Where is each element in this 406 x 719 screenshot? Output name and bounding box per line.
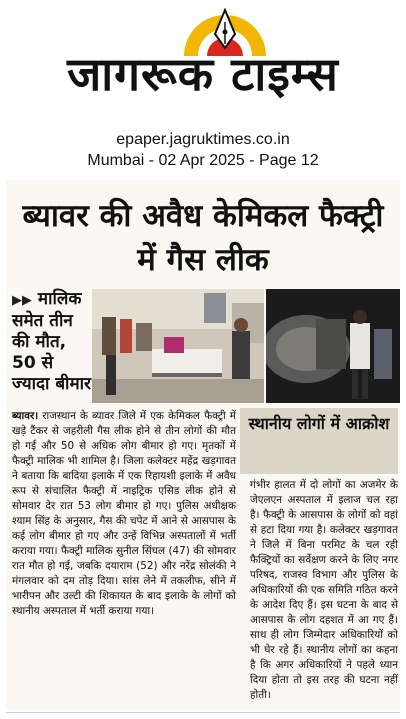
tanker-night-photo (266, 289, 400, 403)
subhead-text: मालिक समेत तीन की मौत, 50 से ज्यादा बीमार (12, 289, 91, 394)
article-headline: ब्यावर की अवैध केमिकल फैक्ट्री में गैस लीक (22, 198, 384, 278)
divider (6, 712, 400, 713)
edition-dateline: Mumbai - 02 Apr 2025 - Page 12 (87, 152, 319, 169)
article-body-left (12, 409, 236, 619)
article-body-left-text: राजस्थान के ब्यावर जिले में एक केमिकल फैक्ट्री में खड़े टैंकर से जहरीली गैस लीक होने से तीन लोगों की मौत हो गई और 50 से अधिक लोग बीमार हो गए। मृतकों में फैक्ट्री मालिक भी शामिल है। जिला कलेक्टर महेंद्र खड़गावत ने बताया कि बादिया इलाके में एक रिहायशी इलाके में अवैध रूप से संचालित फैक्ट्री में नाइट्रिक एसिड लीक होने से सोमवार देर रात 53 लोग बीमार हो गए। पुलिस अधीक्षक श्याम सिंह के अनुसार, गैस की चपेट में आने से आसपास के कई लोग बीमार हो गए और उन्हें विभिन्न अस्पतालों में भर्ती कराया गया। फैक्ट्री मालिक सुनील सिंघल (47) की सोमवार रात मौत हो गई, जबकि दयाराम (52) और नरेंद्र सोलंकी ने मंगलवार को दम तोड़ दिया। सांस लेने में तकलीफ, सीने में भारीपन और उल्टी की शिकायत के बाद इलाके के लोगों को स्थानीय अस्पताल में भर्ती कराया गया। (12, 410, 236, 617)
newspaper-brand: जागरूक टाइम्स (67, 47, 339, 101)
article-dateline: ब्यावर। (12, 410, 39, 422)
double-arrow-icon: ▶▶ (12, 293, 32, 308)
article-subhead (12, 289, 92, 395)
hospital-ward-photo (92, 289, 264, 403)
masthead (0, 0, 406, 104)
epaper-url[interactable]: epaper.jagruktimes.co.in (116, 131, 290, 148)
box-title: स्थानीय लोगों में आक्रोश (248, 414, 390, 433)
hospital-ward-image (92, 289, 264, 403)
tanker-image (266, 289, 400, 403)
article-body-right: गंभीर हालत में दो लोगों का अजमेर के जेएलएन अस्पताल में इलाज चल रहा है। फैक्ट्री के आसपास के लोगों को वहां से हटा दिया गया है। कलेक्टर खड़गावत ने जिले में बिना परमिट के चल रही फैक्ट्रियों का सर्वेक्षण करने के लिए नगर परिषद, राजस्व विभाग और पुलिस के अधिकारियों की एक समिति गठित करने के आदेश दिए हैं। इस घटना के बाद से आसपास के लोग दहशत में आ गए हैं। साथ ही लोग जिम्मेदार अधिकारियों को भी घेर रहे हैं। स्थानीय लोगों का कहना है कि अगर अधिकारियों ने पहले ध्यान दिया होता तो इस तरह की घटना नहीं होती। (250, 479, 398, 701)
